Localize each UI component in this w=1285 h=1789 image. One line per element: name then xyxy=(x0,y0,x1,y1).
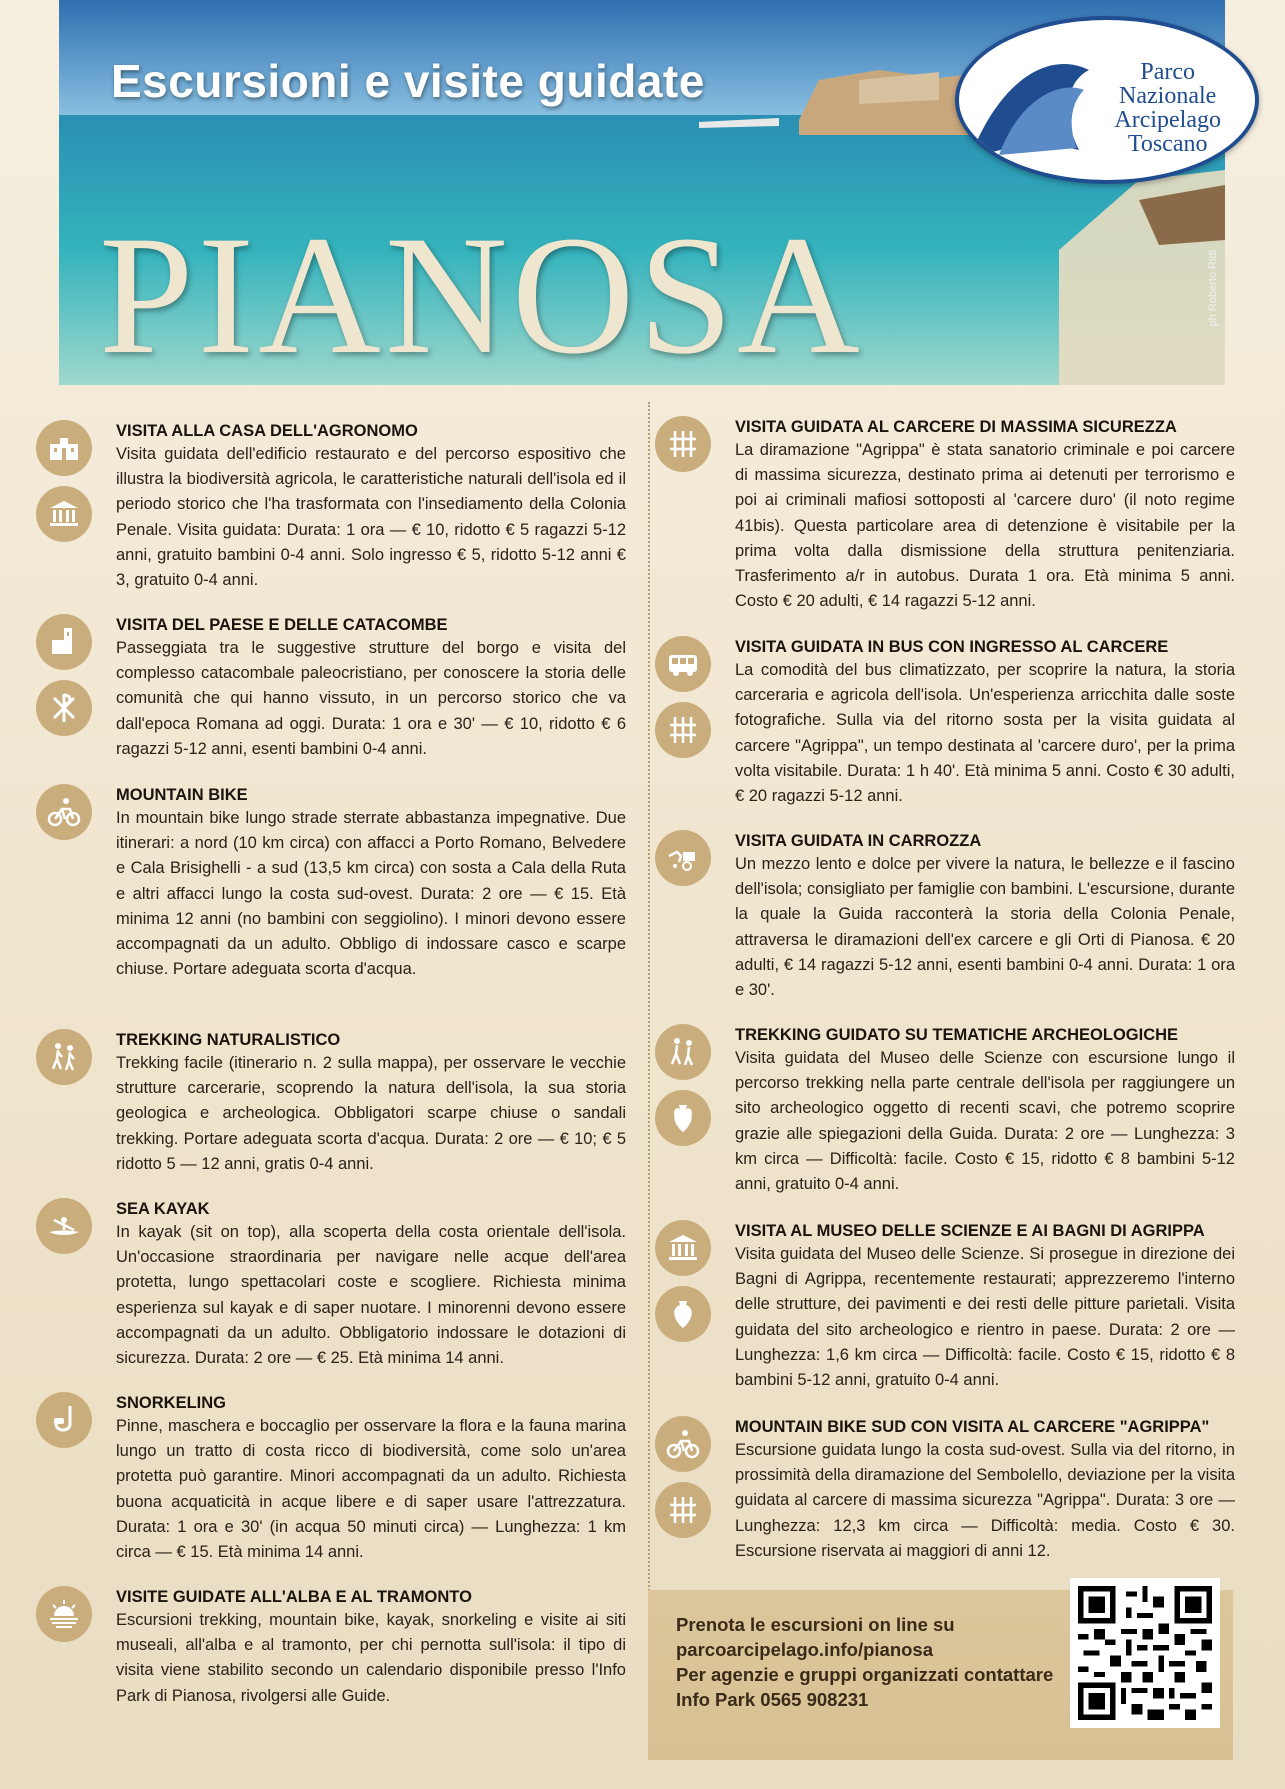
section-title: VISITA GUIDATA IN CARROZZA xyxy=(735,832,982,850)
booking-url-link[interactable]: parcoarcipelago.info/pianosa xyxy=(676,1639,934,1660)
prison-bars-icon xyxy=(655,1482,711,1538)
park-logo xyxy=(955,16,1259,184)
bus-icon xyxy=(655,636,711,692)
section-title: VISITA GUIDATA AL CARCERE DI MASSIMA SICUREZZA xyxy=(735,418,1177,436)
section-title: TREKKING GUIDATO SU TEMATICHE ARCHEOLOGICHE xyxy=(735,1026,1179,1044)
section-body: Escursione guidata lungo la costa sud-ovest. Sulla via del ritorno, in prossimità della diramazione del Sembolello, deviazione per la visita guidata al carcere di massima sicurezza "Agrippa". Durata: 3 ore — Lunghezza: 12,3 km circa — Difficoltà: media. Costo € 30. Escursione riservata ai maggiori di anni 12. xyxy=(735,1441,1235,1560)
section-body: Passeggiata tra le suggestive strutture del borgo e visita del complesso catacombale paleocristiano, per conoscere la storia delle comunità che qui hanno vissuto, in un percorso storico che va dall'epoca Romana ad oggi. Durata: 1 ora e 30' — € 10, ridotto € 6 ragazzi 5-12 anni, esenti bambini 0-4 anni. xyxy=(116,639,626,758)
prison-bars-icon xyxy=(655,702,711,758)
booking-line: Per agenzie e gruppi organizzati contattare xyxy=(676,1664,1054,1685)
photo-credit: ph Roberto Ridi xyxy=(1207,250,1219,327)
bike-icon xyxy=(36,784,92,840)
section-body: La comodità del bus climatizzato, per scoprire la natura, la storia carceraria e agricola dell'isola. Un'esperienza arricchita dalle soste fotografiche. Sulla via del ritorno sosta per la visita guidata al carcere "Agrippa", un tempo destinata al 'carcere duro', per la prima volta visitabile. Durata: 1 h 40'. Età minima 5 anni. Costo € 30 adulti, € 20 ragazzi 5-12 anni. xyxy=(735,661,1235,806)
prison-bars-icon xyxy=(655,416,711,472)
section-title: MOUNTAIN BIKE SUD CON VISITA AL CARCERE "AGRIPPA" xyxy=(735,1418,1210,1436)
section-title: VISITA AL MUSEO DELLE SCIENZE E AI BAGNI DI AGRIPPA xyxy=(735,1222,1205,1240)
amphora-icon xyxy=(655,1286,711,1342)
section-body: Visita guidata del Museo delle Scienze con escursione lungo il percorso trekking nella parte centrale dell'isola per raggiungere un sito archeologico oggetto di recenti scavi, che potremo scoprire grazie alle spiegazioni della Guida. Durata: 2 ore — Lunghezza: 3 km circa — Difficoltà: facile. Costo € 15, ridotto € 8 bambini 5-12 anni, gratuito 0-4 anni. xyxy=(735,1049,1235,1194)
snorkel-icon xyxy=(36,1392,92,1448)
bike-icon xyxy=(655,1416,711,1472)
column-divider xyxy=(648,402,650,1602)
section-body: Un mezzo lento e dolce per vivere la natura, le bellezze e il fascino dell'isola; consigliato per famiglie con bambini. L'escursione, durante la quale la Guida racconterà la storia della Colonia Penale, attraversa le diramazioni dell'ex carcere e gli Orti di Pianosa. € 20 adulti, € 14 ragazzi 5-12 anni, esenti bambini 0-4 anni. Durata: 1 ora e 30'. xyxy=(735,855,1235,1000)
section-body: La diramazione "Agrippa" è stata sanatorio criminale e poi carcere di massima sicurezza, destinato prima ai detenuti per terrorismo e poi ai criminali mafiosi sottoposti al 'carcere duro' (il noto regime 41bis). Questa particolare area di detenzione è visitabile per la prima volta dalla dismissione della struttura penitenziaria. Trasferimento a/r in autobus. Durata 1 ora. Età minima 5 anni. Costo € 20 adulti, € 14 ragazzi 5-12 anni. xyxy=(735,441,1235,611)
museum-icon xyxy=(36,486,92,542)
section-body: Escursioni trekking, mountain bike, kayak, snorkeling e visite ai siti museali, all'alba e al tramonto, per chi pernotta sull'isola: il tipo di visita viene stabilito secondo un calendario disponibile presso l'Info Park di Pianosa, rivolgersi alle Guide. xyxy=(116,1611,626,1705)
kayak-icon xyxy=(36,1198,92,1254)
section-title: TREKKING NATURALISTICO xyxy=(116,1031,341,1049)
section-title: SNORKELING xyxy=(116,1394,227,1412)
hikers-icon xyxy=(36,1029,92,1085)
booking-text xyxy=(676,1612,1056,1712)
section-title: VISITA ALLA CASA DELL'AGRONOMO xyxy=(116,422,418,440)
section-body: Visita guidata dell'edificio restaurato e del percorso espositivo che illustra la biodiversità agricola, le caratteristiche naturali dell'isola ed il periodo storico che l'ha trasformata con l'insediamento della Colonia Penale. Visita guidata: Durata: 1 ora — € 10, ridotto € 5 ragazzi 5-12 anni, gratuito bambini 0-4 anni. Solo ingresso € 5, ridotto 5-12 anni € 3, gratuito 0-4 anni. xyxy=(116,445,626,590)
section-title: VISITE GUIDATE ALL'ALBA E AL TRAMONTO xyxy=(116,1588,472,1606)
museum-icon xyxy=(655,1220,711,1276)
church-icon xyxy=(36,614,92,670)
villa-icon xyxy=(36,420,92,476)
section-body: Visita guidata del Museo delle Scienze. Si prosegue in direzione dei Bagni di Agrippa, recentemente restaurati; apprezzeremo l'interno delle strutture, dei pavimenti e dei resti delle pitture parietali. Visita guidata del sito archeologico e rientro in paese. Durata: 2 ore — Lunghezza: 1,6 km circa — Difficoltà: facile. Costo € 15, ridotto € 8 bambini 5-12 anni, gratuito 0-4 anni. xyxy=(735,1245,1235,1390)
section-body: In kayak (sit on top), alla scoperta della costa orientale dell'isola. Un'occasione straordinaria per navigare nelle acque dell'area protetta, lungo spettacolari coste e scogliere. Richiesta minima esperienza sul kayak e di saper nuotare. I minorenni devono essere accompagnati da un adulto. Obbligatorio indossare le dotazioni di sicurezza. Durata: 2 ore — € 25. Età minima 14 anni. xyxy=(116,1223,626,1368)
amphora-icon xyxy=(655,1090,711,1146)
section-body: Pinne, maschera e boccaglio per osservare la flora e la fauna marina lungo un tratto di costa ricco di biodiversità, come solo un'area protetta può garantire. Minori accompagnati da un adulto. Richiesta buona acquaticità in acque libere e di saper usare l'attrezzatura. Durata: 1 ora e 30' (in acqua 50 minuti circa) — Lunghezza: 1 km circa — € 15. Età minima 14 anni. xyxy=(116,1417,626,1562)
section-title: MOUNTAIN BIKE xyxy=(116,786,248,804)
logo-text: Parco Nazionale Arcipelago Toscano xyxy=(1114,59,1221,157)
booking-line: Prenota le escursioni on line su xyxy=(676,1614,955,1635)
section-title: VISITA GUIDATA IN BUS CON INGRESSO AL CARCERE xyxy=(735,638,1169,656)
carriage-icon xyxy=(655,830,711,886)
section-title: SEA KAYAK xyxy=(116,1200,210,1218)
chi-rho-icon xyxy=(36,680,92,736)
island-name: PIANOSA xyxy=(99,201,864,385)
section-title: VISITA DEL PAESE E DELLE CATACOMBE xyxy=(116,616,448,634)
qr-code[interactable] xyxy=(1070,1578,1220,1728)
section-body: Trekking facile (itinerario n. 2 sulla mappa), per osservare le vecchie strutture carcerarie, scoprendo la natura dell'isola, la sua storia geologica e archeologica. Obbligatori scarpe chiuse o sandali trekking. Portare adeguata scorta d'acqua. Durata: 2 ore — € 10; € 5 ridotto 5 — 12 anni, gratis 0-4 anni. xyxy=(116,1054,626,1173)
booking-phone: Info Park 0565 908231 xyxy=(676,1689,869,1710)
section-body: In mountain bike lungo strade sterrate abbastanza impegnative. Due itinerari: a nord (10 km circa) con affacci a Porto Romano, Belvedere e Cala Brisighelli - a sud (13,5 km circa) con sosta a Cala della Ruta e altri affacci lungo la costa sud-ovest. Durata: 2 ore — € 15. Età minima 12 anni (no bambini con seggiolino). I minori devono essere accompagnati da un adulto. Obbligo di indossare casco e scarpe chiuse. Portare adeguata scorta d'acqua. xyxy=(116,809,626,979)
page-title: Escursioni e visite guidate xyxy=(111,55,705,107)
hikers-icon xyxy=(655,1024,711,1080)
sunrise-icon xyxy=(36,1586,92,1642)
